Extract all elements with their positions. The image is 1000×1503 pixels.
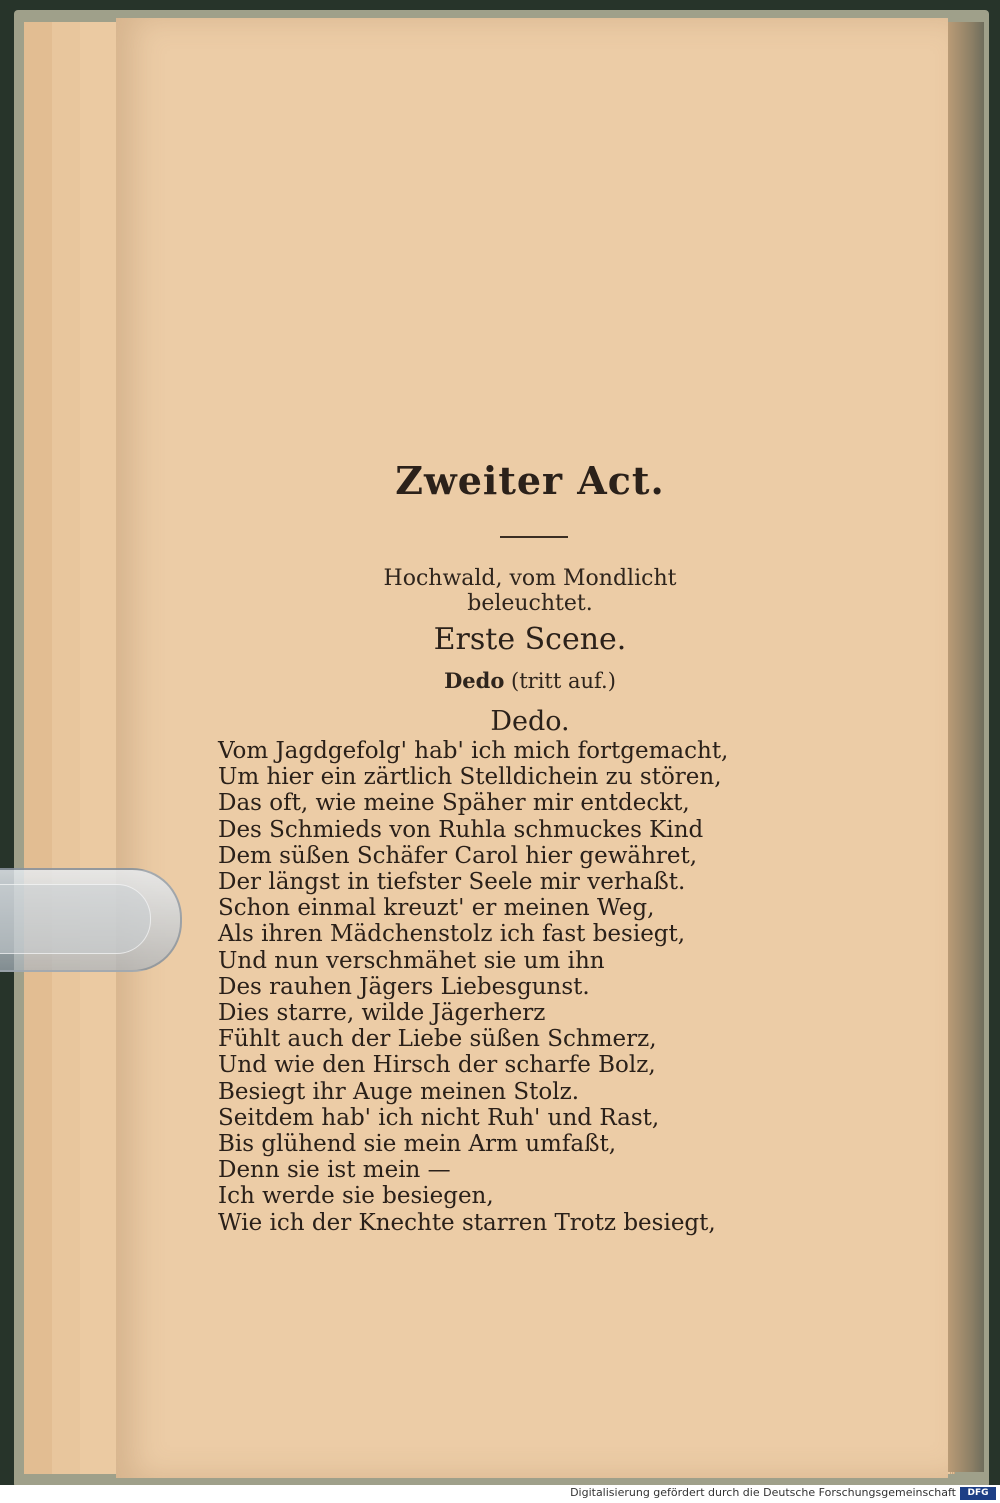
stage-direction [380, 668, 680, 693]
verse-line: Der längst in tiefster Seele mir verhaßt. [218, 869, 686, 896]
verse-line: Dies starre, wilde Jägerherz [218, 1000, 546, 1027]
setting-description: Hochwald, vom Mondlicht beleuchtet. [383, 566, 677, 616]
verse-line: Vom Jagdgefolg' hab' ich mich fortgemacht, [218, 738, 729, 764]
stage-direction-character: Dedo [444, 668, 505, 693]
verse-line: Und wie den Hirsch der scharfe Bolz, [218, 1052, 656, 1079]
verse-line: Bis glühend sie mein Arm umfaßt, [218, 1131, 617, 1158]
verse-line: Schon einmal kreuzt' er meinen Weg, [218, 895, 655, 922]
digitization-footer [0, 1485, 1000, 1503]
verse-block [218, 738, 738, 1236]
verse-line: Das oft, wie meine Späher mir entdeckt, [218, 790, 690, 817]
verse-line: Seitdem hab' ich nicht Ruh' und Rast, [218, 1104, 660, 1131]
title-divider [500, 536, 568, 538]
act-title: Zweiter Act. [395, 458, 665, 503]
stage-direction-action: (tritt auf.) [511, 669, 616, 693]
verse-line: Fühlt auch der Liebe süßen Schmerz, [218, 1026, 657, 1053]
verse-line: Ich werde sie besiegen, [218, 1183, 494, 1210]
footer-credit: Digitalisierung gefördert durch die Deutsche Forschungsgemeinschaft [570, 1486, 956, 1499]
paper-clip [0, 868, 182, 972]
verse-line: Denn sie ist mein — [218, 1157, 451, 1184]
paper-clip-inner [0, 884, 151, 954]
verse-line: Wie ich der Knechte starren Trotz besiegt, [218, 1209, 716, 1236]
scene-heading: Erste Scene. [433, 622, 627, 657]
verse-line: Als ihren Mädchenstolz ich fast besiegt, [218, 921, 686, 948]
verse-line: Dem süßen Schäfer Carol hier gewähret, [218, 842, 698, 869]
verse-line: Besiegt ihr Auge meinen Stolz. [218, 1078, 580, 1105]
verse-line: Des rauhen Jägers Liebesgunst. [218, 973, 590, 1000]
dfg-logo: DFG [960, 1487, 996, 1500]
speaker-name: Dedo. [490, 706, 570, 737]
verse-line: Und nun verschmähet sie um ihn [218, 947, 605, 974]
verse-line: Des Schmieds von Ruhla schmuckes Kind [218, 816, 704, 843]
verse-line: Um hier ein zärtlich Stelldichein zu stören, [218, 764, 722, 791]
